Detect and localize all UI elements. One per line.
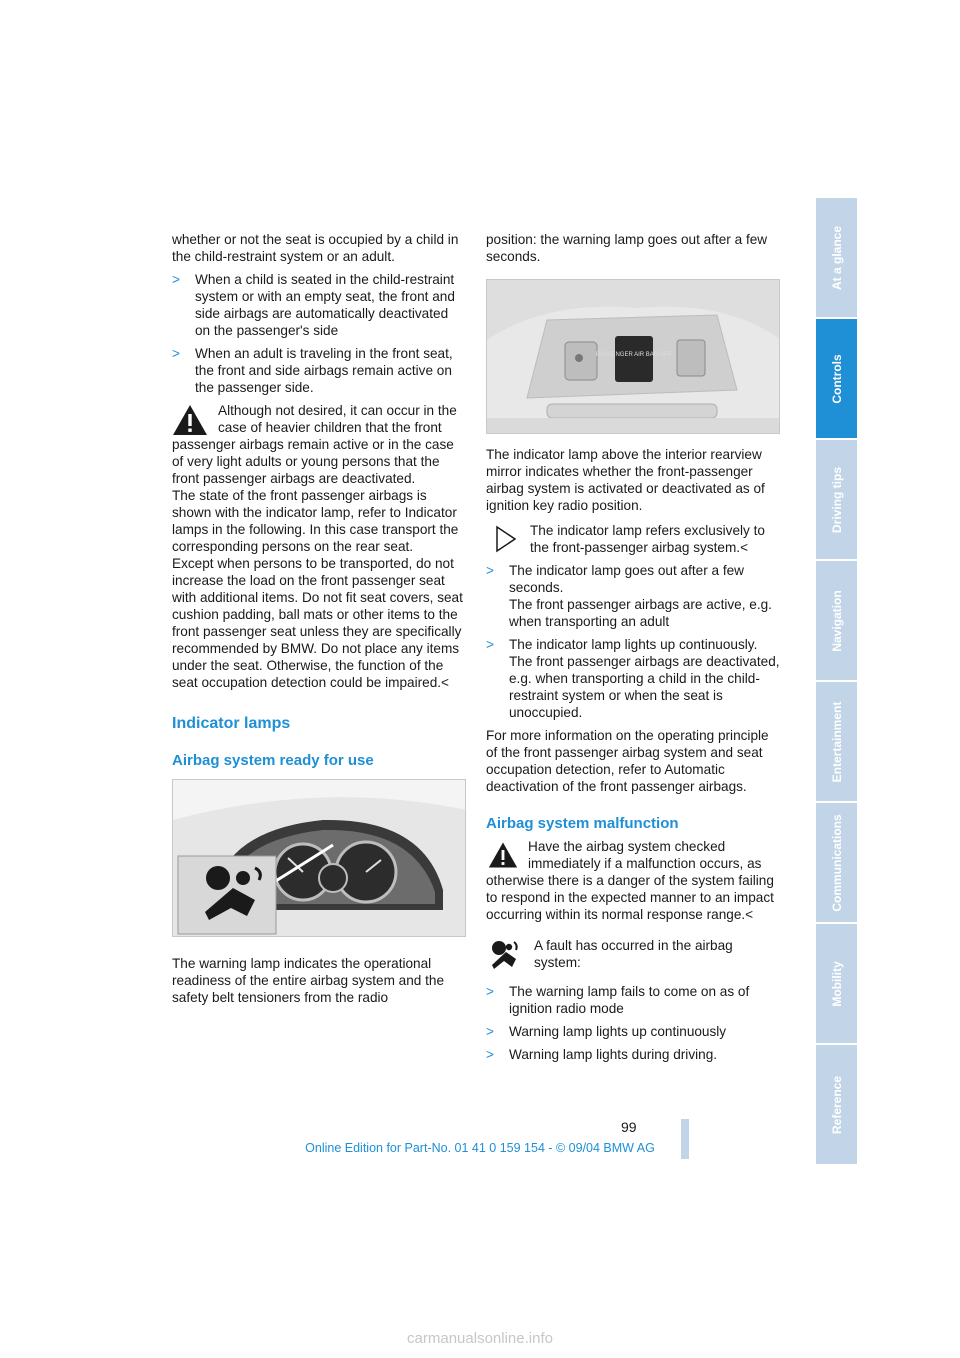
paragraph: For more information on the operating principle of the front passenger airbag system and seat occupation detection, refer to Automatic deactivation of the front passenger airbags. [486, 728, 769, 794]
page-number: 99 [621, 1119, 637, 1135]
list-item: > The indicator lamp lights up continuously. The front passenger airbags are deactivated, e.g. when transporting a child in the child-restraint system or when the seat is unoccupied. [486, 637, 780, 720]
end-mark: < [745, 907, 754, 922]
paragraph: The warning lamp indicates the operational readiness of the entire airbag system and the safety belt tensioners from the radio [172, 956, 445, 1005]
bullet-mark: > [486, 1047, 494, 1062]
paragraph: whether or not the seat is occupied by a child in the child-restraint system or an adult. [172, 232, 459, 264]
note-triangle-icon [492, 524, 520, 554]
list-item: > When a child is seated in the child-restraint system or with an empty seat, the front and side airbags are automatically deactivated on the passenger's side [172, 272, 455, 338]
bullet-mark: > [486, 563, 494, 578]
overhead-console-photo [486, 279, 780, 434]
list-item: > The warning lamp fails to come on as of ignition radio mode [486, 984, 750, 1016]
warning-icon [172, 404, 208, 436]
list-item: > When an adult is traveling in the front seat, the front and side airbags remain active on the passenger side. [172, 346, 453, 395]
passenger-airbag-off-label: PASSENGER AIR BAG OFF [595, 352, 673, 358]
tab-reference[interactable]: Reference [816, 1045, 857, 1164]
tab-navigation[interactable]: Navigation [816, 561, 857, 680]
warning-icon [488, 840, 518, 870]
bullet-mark: > [486, 637, 494, 652]
list-item: > The indicator lamp goes out after a few seconds. The front passenger airbags are active, e.g. when transporting an adult [486, 563, 772, 629]
warning-block: Have the airbag system checked immediately if a malfunction occurs, as otherwise there is a danger of the system failing to respond in the expected manner to an impact occurring within its normal response range.< [486, 839, 774, 922]
list-item: > Warning lamp lights up continuously [486, 1024, 727, 1039]
section-heading: Indicator lamps [172, 715, 291, 732]
subsection-heading: Airbag system malfunction [486, 815, 679, 832]
tab-driving-tips[interactable]: Driving tips [816, 440, 857, 559]
instrument-cluster-photo [172, 779, 466, 937]
right-column [486, 231, 780, 1069]
instrument-cluster-image [173, 780, 466, 937]
overhead-console-image [487, 280, 780, 434]
end-mark: < [441, 675, 449, 690]
left-column [172, 231, 464, 1012]
subsection-heading: Airbag system ready for use [172, 752, 374, 769]
paragraph: position: the warning lamp goes out after a few seconds. [486, 232, 768, 264]
footer-edition: Online Edition for Part-No. 01 41 0 159 154 - © 09/04 BMW AG [305, 1141, 655, 1155]
warning-block: Although not desired, it can occur in the case of heavier children that the front passenger airbags remain active or in the case of very light adults or young persons that the front passenger airbags are deactivated. The state of the front passenger airbags is shown with the indicator lamp, refer to Indicator lamps in the following. In this case transport the corresponding persons on the rear seat. Except when persons to be transported, do not increase the load on the front passenger seat with additional items. Do not fit seat covers, seat cushion padding, ball mats or other items to the front passenger seat unless they are specifically recommended by BMW. Do not place any items under the seat. Otherwise, the function of the seat occupation detection could be impaired.< [172, 403, 463, 690]
tab-entertainment[interactable]: Entertainment [816, 682, 857, 801]
bullet-mark: > [172, 346, 180, 361]
bullet-mark: > [486, 984, 494, 999]
tab-communications[interactable]: Communications [816, 803, 857, 922]
bullet-mark: > [172, 272, 180, 287]
list-item: > Warning lamp lights during driving. [486, 1047, 718, 1062]
tab-at-a-glance[interactable]: At a glance [816, 198, 857, 317]
fault-note: A fault has occurred in the airbag system: [486, 937, 780, 973]
bullet-mark: > [486, 1024, 494, 1039]
tab-mobility[interactable]: Mobility [816, 924, 857, 1043]
chapter-tabs [816, 198, 857, 1166]
end-mark: < [740, 540, 749, 555]
airbag-warning-icon [486, 937, 522, 973]
tab-controls[interactable]: Controls [816, 319, 857, 438]
note-block: The indicator lamp refers exclusively to the front-passenger airbag system.< [486, 522, 780, 556]
paragraph: The indicator lamp above the interior rearview mirror indicates whether the front-passenger airbag system is activated or deactivated as of ignition key radio position. [486, 447, 765, 513]
watermark: carmanualsonline.info [407, 1330, 553, 1347]
